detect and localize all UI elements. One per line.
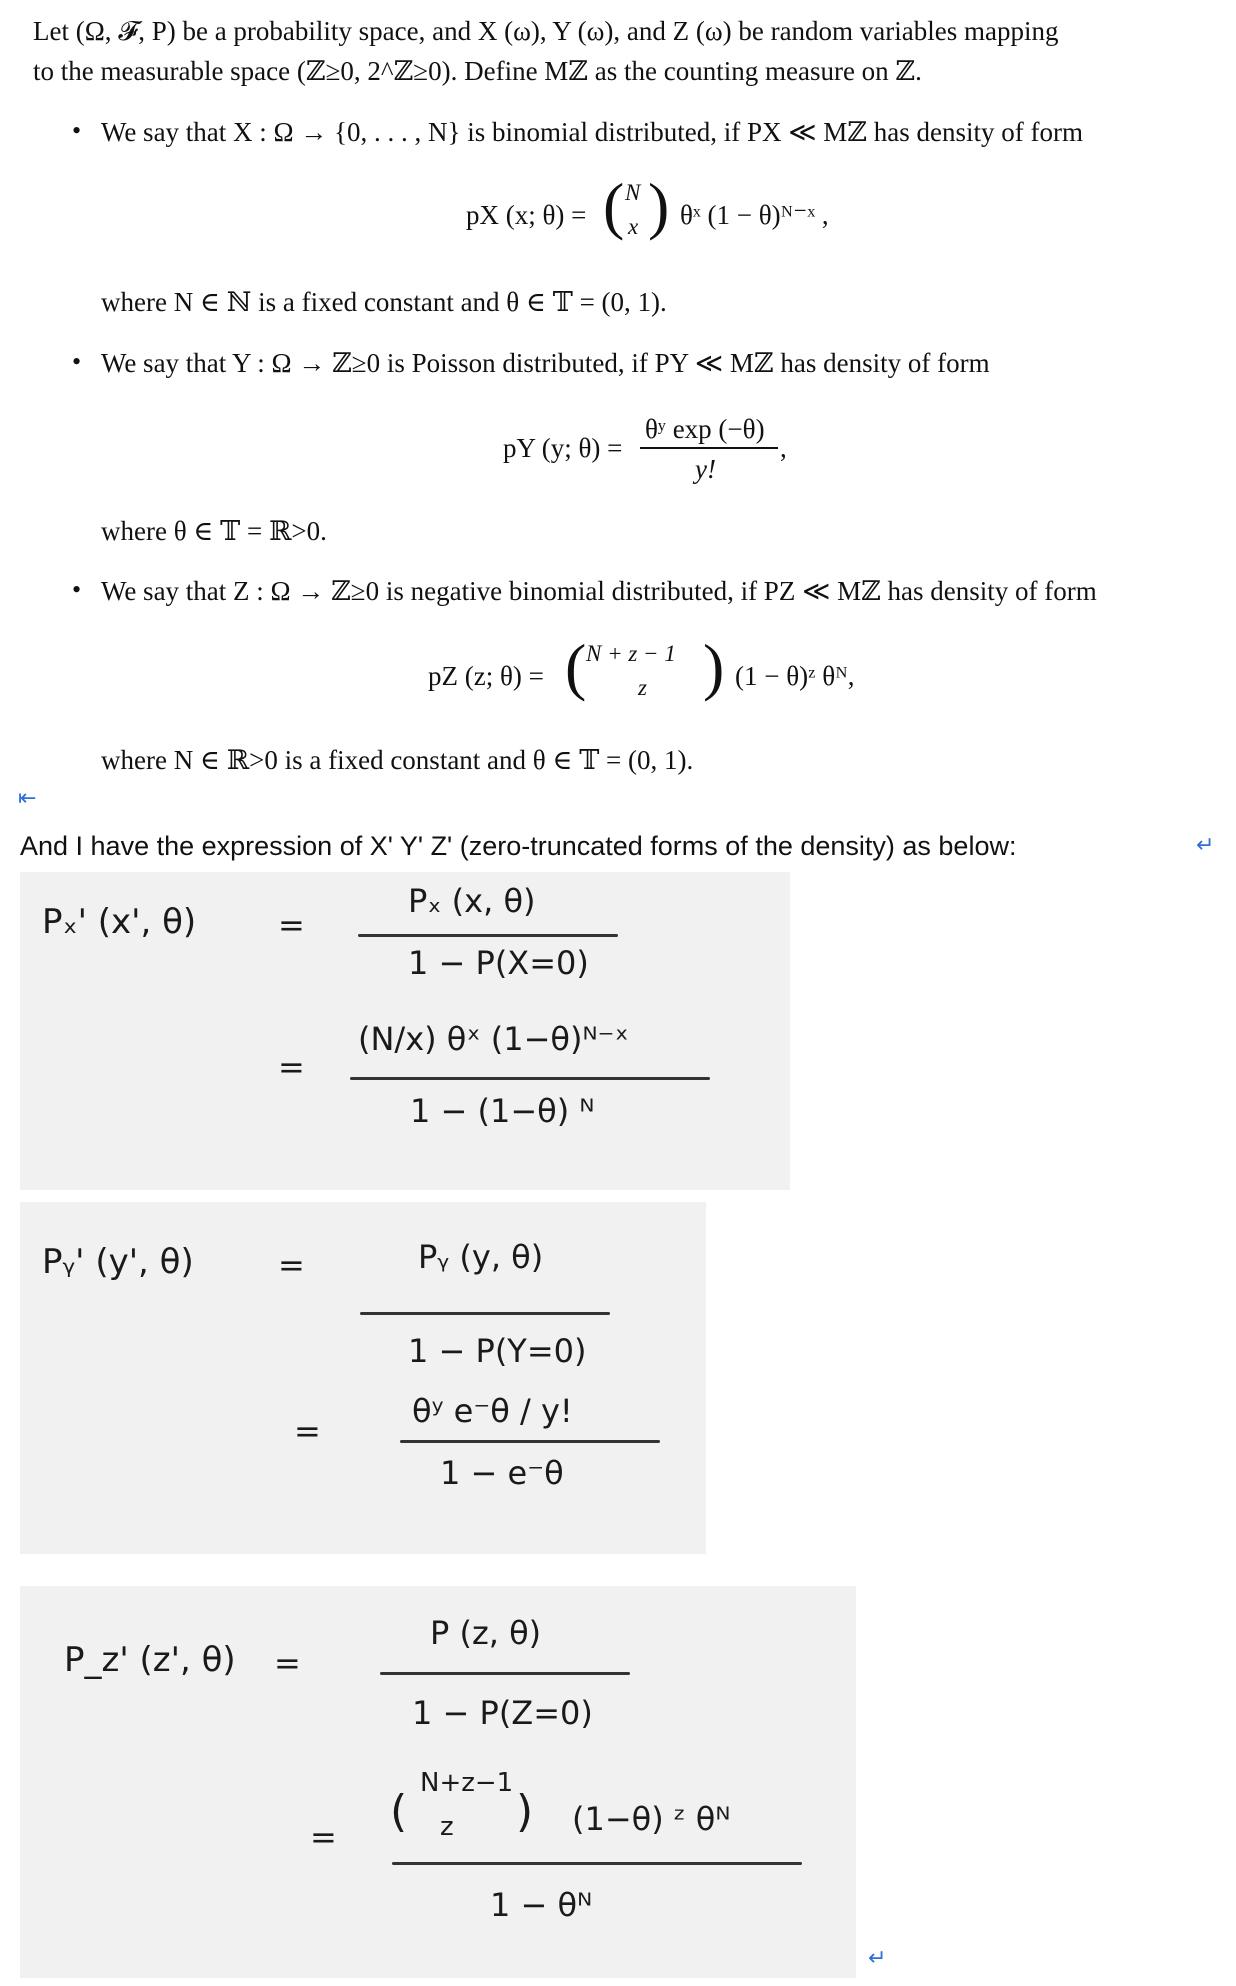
handwritten-scan-x [20,872,790,1190]
y-equals-1: = [278,1246,305,1284]
return-icon-end: ↵ [868,1946,887,1971]
y-denominator-1: 1 − P(Y=0) [408,1332,587,1370]
z-equals-1: = [274,1644,301,1682]
handwritten-scan-y [20,1202,706,1554]
z-binom-paren-right: ) [516,1786,534,1837]
y-numerator-2: θʸ e⁻θ / y! [412,1392,573,1430]
paragraph-mark-icon: ⇤ [18,786,37,811]
x-truncated-lhs: Pₓ' (x', θ) [42,902,197,942]
binomial-coef-bottom: x [628,214,639,239]
negbinomial-paren-right: ) [703,631,725,702]
x-numerator-1: Pₓ (x, θ) [408,882,536,920]
poisson-numerator: θʸ exp (−θ) [645,414,765,444]
negbinomial-rhs: (1 − θ)ᶻ θᴺ, [735,661,855,691]
binomial-statement: We say that X : Ω → {0, . . . , N} is binomial distributed, if PX ≪ Mℤ has density of form [101,117,1083,147]
z-fraction-bar-2 [392,1862,802,1865]
x-fraction-bar-1 [358,934,618,937]
z-numerator-2-rest: (1−θ) ᶻ θᴺ [572,1800,731,1838]
poisson-lhs: pY (y; θ) = [503,433,623,463]
y-fraction-bar-2 [400,1440,660,1443]
x-fraction-bar-2 [350,1077,710,1080]
bullet-negbinomial: • [72,575,82,604]
x-equals-1: = [278,906,305,944]
x-denominator-1: 1 − P(X=0) [408,944,589,982]
negbinomial-statement: We say that Z : Ω → ℤ≥0 is negative binomial distributed, if PZ ≪ Mℤ has density of form [101,576,1097,606]
y-numerator-1: Pᵧ (y, θ) [418,1238,544,1276]
poisson-where: where θ ∈ 𝕋 = ℝ>0. [101,516,327,546]
intro-line-1: Let (Ω, 𝓕, P) be a probability space, and X (ω), Y (ω), and Z (ω) be random variables mapping [33,16,1059,46]
handwritten-scan-z [20,1586,856,1978]
x-equals-2: = [278,1048,305,1086]
binomial-lhs: pX (x; θ) = [466,200,587,230]
binomial-where: where N ∈ ℕ is a fixed constant and θ ∈ 𝕋 = (0, 1). [101,287,667,317]
binomial-rhs: θˣ (1 − θ)ᴺ⁻ˣ , [680,200,829,230]
y-denominator-2: 1 − e⁻θ [440,1454,564,1492]
z-equals-2: = [310,1818,337,1856]
x-denominator-2: 1 − (1−θ) ᴺ [410,1092,595,1130]
binomial-paren-left: ( [603,170,625,241]
y-truncated-lhs: Pᵧ' (y', θ) [42,1242,194,1282]
binomial-coef-top: N [625,180,641,205]
z-binom-paren-left: ( [390,1786,408,1837]
poisson-tail: , [780,433,787,463]
negbinomial-coef-top: N + z − 1 [586,641,676,666]
negbinomial-paren-left: ( [565,631,587,702]
z-truncated-lhs: P_z' (z', θ) [64,1640,236,1680]
poisson-denominator: y! [695,454,716,484]
negbinomial-lhs: pZ (z; θ) = [428,661,544,691]
z-numerator-1: P (z, θ) [430,1614,542,1652]
return-icon-caption: ↵ [1196,833,1215,858]
y-fraction-bar-1 [360,1312,610,1315]
binomial-paren-right: ) [648,170,670,241]
y-equals-2: = [294,1412,321,1450]
negbinomial-where: where N ∈ ℝ>0 is a fixed constant and θ ∈ 𝕋 = (0, 1). [101,745,694,775]
z-binom-bottom: z [440,1812,454,1842]
z-fraction-bar-1 [380,1672,630,1675]
negbinomial-coef-bottom: z [638,675,647,700]
z-denominator-2: 1 − θᴺ [490,1886,593,1924]
z-denominator-1: 1 − P(Z=0) [412,1694,593,1732]
intro-line-2: to the measurable space (ℤ≥0, 2^ℤ≥0). Define Mℤ as the counting measure on ℤ. [33,56,922,86]
poisson-fraction-bar [640,447,778,449]
caption-text: And I have the expression of X' Y' Z' (zero-truncated forms of the density) as below: [20,831,1017,861]
z-binom-top: N+z−1 [420,1768,514,1798]
bullet-binomial: • [72,116,82,145]
poisson-statement: We say that Y : Ω → ℤ≥0 is Poisson distributed, if PY ≪ Mℤ has density of form [101,348,990,378]
bullet-poisson: • [72,347,82,376]
x-numerator-2: (N/x) θˣ (1−θ)ᴺ⁻ˣ [358,1020,629,1058]
